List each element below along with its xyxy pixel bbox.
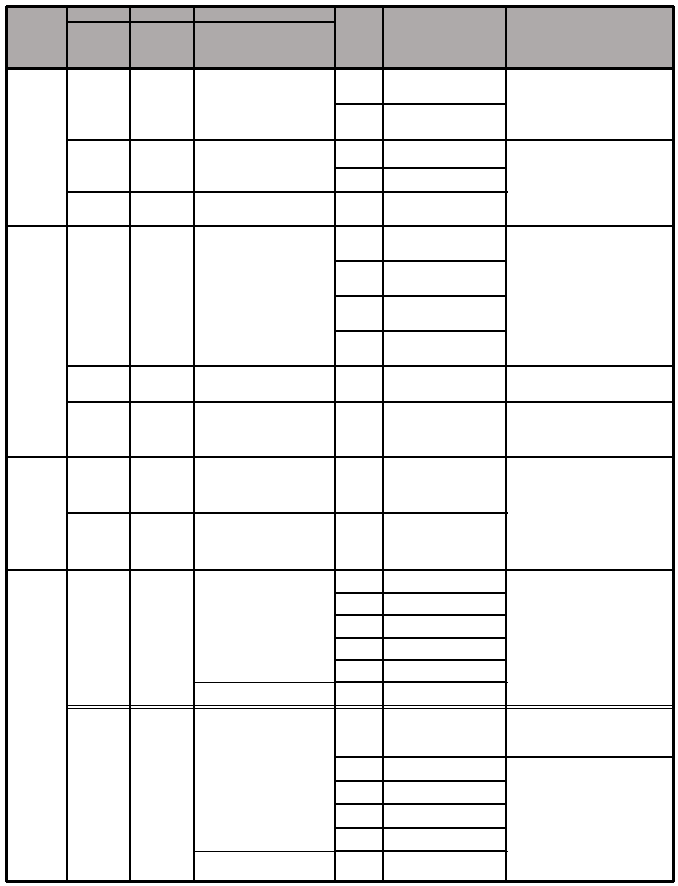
- calon-hadir-cell: [67, 708, 130, 881]
- h-rule: [335, 330, 507, 332]
- v-rule: [5, 6, 8, 882]
- rule-mask: [508, 295, 672, 298]
- v-rule: [193, 6, 195, 882]
- ketua-pengawas-cell: [130, 366, 194, 402]
- paper-name: [383, 402, 506, 457]
- ketua-pengawas-cell: [130, 513, 194, 570]
- header-maklumat: [506, 6, 673, 68]
- date-cell: [6, 570, 67, 881]
- h-rule: [335, 756, 507, 758]
- h-rule: [335, 780, 507, 782]
- paper-name: [383, 366, 506, 402]
- paper-code: [335, 168, 383, 192]
- exam-time-cell: [194, 570, 335, 682]
- paper-code: [335, 851, 383, 881]
- exam-time-cell: [194, 68, 335, 140]
- v-rule: [382, 6, 384, 882]
- paper-name: [383, 828, 506, 851]
- rule-mask: [508, 330, 672, 333]
- rule-mask: [508, 260, 672, 263]
- exam-info: [506, 757, 673, 881]
- exam-time-cell: [194, 457, 335, 513]
- h-rule: [335, 659, 507, 661]
- exam-time-cell: [194, 192, 335, 226]
- paper-code: [335, 593, 383, 615]
- exam-time-cell: [194, 708, 335, 851]
- exam-time-cell: [194, 140, 335, 192]
- h-rule: [335, 637, 507, 639]
- paper-code: [335, 226, 383, 261]
- exam-info: [506, 140, 673, 226]
- paper-code: [335, 457, 383, 513]
- rule-mask: [508, 191, 672, 195]
- paper-code: [335, 570, 383, 593]
- h-rule: [335, 295, 507, 297]
- date-cell: [6, 226, 67, 457]
- paper-name: [383, 708, 506, 757]
- header-tarikh: [6, 6, 67, 68]
- rule-mask: [508, 637, 672, 640]
- ketua-pengawas-cell: [130, 402, 194, 457]
- h-rule: [67, 401, 674, 403]
- paper-code: [335, 708, 383, 757]
- v-rule: [66, 6, 68, 882]
- paper-name: [383, 140, 506, 168]
- ketua-pengawas-cell: [130, 708, 194, 881]
- paper-name: [383, 296, 506, 331]
- v-rule: [505, 6, 507, 882]
- v-rule: [672, 6, 675, 882]
- header-ketua-pengawas: [130, 22, 194, 68]
- h-rule: [67, 365, 674, 367]
- paper-code: [335, 513, 383, 570]
- paper-code: [335, 140, 383, 168]
- h-rule: [6, 456, 674, 458]
- header-kod-kertas: [335, 6, 383, 68]
- calon-hadir-cell: [67, 68, 130, 140]
- exam-time-cell: [194, 402, 335, 457]
- calon-hadir-cell: [67, 192, 130, 226]
- rule-mask: [508, 803, 672, 806]
- paper-code: [335, 261, 383, 296]
- v-rule: [129, 6, 131, 882]
- h-rule: [67, 21, 336, 23]
- h-rule: [67, 139, 674, 141]
- calon-hadir-cell: [67, 402, 130, 457]
- paper-name: [383, 331, 506, 366]
- paper-code: [335, 757, 383, 781]
- paper-name: [383, 457, 506, 513]
- paper-name: [383, 168, 506, 192]
- calon-hadir-cell: [67, 366, 130, 402]
- calon-hadir-cell: [67, 140, 130, 192]
- h-rule: [335, 260, 507, 262]
- h-rule: [6, 5, 674, 8]
- exam-time-cell: [194, 851, 335, 881]
- paper-name: [383, 781, 506, 804]
- ketua-pengawas-cell: [130, 68, 194, 140]
- h-rule: [335, 592, 507, 594]
- paper-name: [383, 192, 506, 226]
- rule-mask: [508, 103, 672, 106]
- h-rule: [335, 827, 507, 829]
- exam-time-cell: [194, 226, 335, 366]
- paper-name: [383, 851, 506, 881]
- rule-mask: [508, 512, 672, 516]
- header-waktu: [67, 6, 335, 22]
- date-cell: [6, 457, 67, 570]
- header-calon-hadir: [67, 22, 130, 68]
- paper-name: [383, 804, 506, 828]
- h-rule: [335, 167, 507, 169]
- ketua-pengawas-cell: [130, 192, 194, 226]
- h-rule: [506, 756, 674, 758]
- ketua-pengawas-cell: [130, 226, 194, 366]
- rule-mask: [508, 659, 672, 662]
- paper-name: [383, 682, 506, 705]
- header-peperiksaan: [194, 22, 335, 68]
- paper-code: [335, 682, 383, 705]
- h-rule: [67, 708, 674, 709]
- paper-code: [335, 638, 383, 660]
- paper-code: [335, 660, 383, 682]
- paper-code: [335, 68, 383, 104]
- h-rule: [6, 225, 674, 227]
- paper-name: [383, 660, 506, 682]
- h-rule: [6, 569, 674, 571]
- exam-time-cell: [194, 682, 335, 705]
- paper-name: [383, 226, 506, 261]
- rule-mask: [508, 850, 672, 853]
- v-rule: [334, 6, 336, 882]
- paper-name: [383, 615, 506, 638]
- h-rule: [6, 67, 674, 70]
- paper-name: [383, 261, 506, 296]
- calon-hadir-cell: [67, 226, 130, 366]
- h-rule: [6, 880, 674, 883]
- h-rule: [335, 614, 507, 616]
- ketua-pengawas-cell: [130, 140, 194, 192]
- paper-code: [335, 192, 383, 226]
- paper-name: [383, 593, 506, 615]
- paper-name: [383, 570, 506, 593]
- exam-info: [506, 402, 673, 457]
- paper-name: [383, 513, 506, 570]
- rule-mask: [508, 592, 672, 595]
- rule-mask: [508, 167, 672, 170]
- calon-hadir-cell: [67, 570, 130, 705]
- rule-mask: [508, 681, 672, 684]
- ketua-pengawas-cell: [130, 570, 194, 705]
- paper-code: [335, 615, 383, 638]
- paper-name: [383, 68, 506, 104]
- rule-mask: [508, 827, 672, 830]
- paper-name: [383, 757, 506, 781]
- rule-mask: [508, 780, 672, 783]
- h-rule: [335, 681, 507, 683]
- h-rule: [335, 803, 507, 805]
- h-rule: [67, 705, 674, 706]
- paper-code: [335, 331, 383, 366]
- paper-name: [383, 638, 506, 660]
- h-rule: [335, 103, 507, 105]
- paper-code: [335, 104, 383, 140]
- calon-hadir-cell: [67, 457, 130, 513]
- paper-code: [335, 366, 383, 402]
- paper-code: [335, 402, 383, 457]
- date-cell: [6, 68, 67, 226]
- exam-info: [506, 366, 673, 402]
- exam-time-cell: [194, 513, 335, 570]
- calon-hadir-cell: [67, 513, 130, 570]
- ketua-pengawas-cell: [130, 457, 194, 513]
- paper-name: [383, 104, 506, 140]
- exam-time-cell: [194, 366, 335, 402]
- paper-code: [335, 804, 383, 828]
- exam-info: [506, 708, 673, 757]
- paper-code: [335, 828, 383, 851]
- h-rule: [335, 850, 507, 852]
- rule-mask: [508, 614, 672, 617]
- paper-code: [335, 781, 383, 804]
- paper-code: [335, 296, 383, 331]
- header-nama-kertas: [383, 6, 506, 68]
